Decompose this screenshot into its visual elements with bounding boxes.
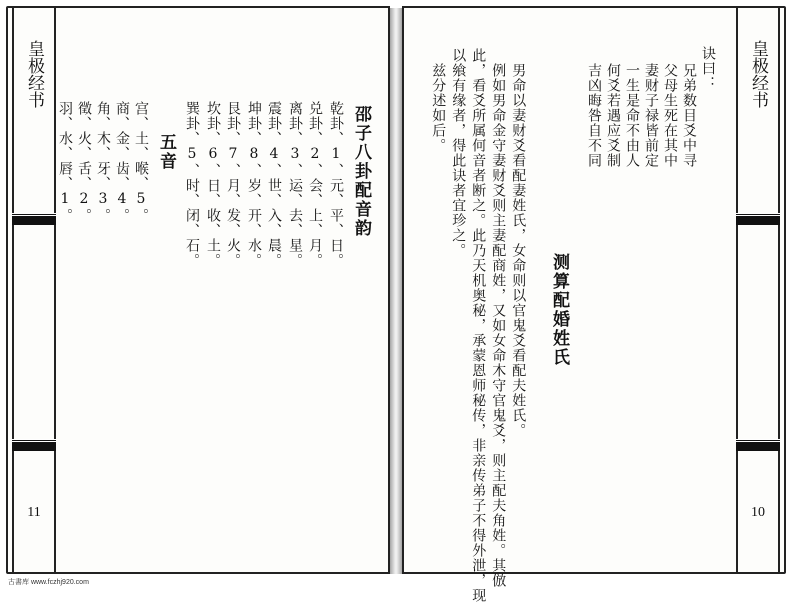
tone-line: 宫、土、喉、5。: [133, 101, 149, 223]
left-side-band: [12, 8, 56, 572]
left-band-bar-upper: [12, 213, 56, 225]
trigram-line: 巽卦、5、时、闭、石。: [184, 101, 200, 268]
trigram-line: 乾卦、1、元、平、日。: [328, 101, 344, 268]
right-side-band: [736, 8, 780, 572]
tone-line: 羽、水、唇、1。: [57, 101, 73, 223]
verse-line: 一生是命不由人: [624, 63, 640, 168]
trigram-line: 艮卦、7、月、发、火。: [225, 101, 241, 268]
verse-line: 父母生死在其中: [662, 63, 678, 168]
tone-line: 徵、火、舌、2。: [76, 101, 92, 223]
verse-line: 何爻若遇应爻制: [605, 63, 621, 168]
verse-line: 吉凶晦咎自不同: [586, 63, 602, 168]
left-page: [6, 6, 390, 574]
trigram-line: 坤卦、8、岁、开、水。: [246, 101, 262, 268]
trigram-line: 坎卦、6、日、收、土。: [205, 101, 221, 268]
trigram-heading: 邵子八卦配音韵: [351, 105, 371, 238]
left-band-title: 皇极经书: [24, 40, 44, 108]
verse-line: 兄弟数目爻中寻: [681, 63, 697, 168]
five-tones-heading: 五音: [156, 133, 176, 171]
section-heading: 测算配婚姓氏: [549, 253, 569, 367]
right-band-bar-upper: [736, 213, 780, 225]
trigram-line: 离卦、3、运、去、星。: [287, 101, 303, 268]
body-paragraph: 兹分述如后。: [430, 63, 447, 153]
tone-line: 商、金、齿、4。: [114, 101, 130, 223]
trigram-line: 兑卦、2、会、上、月。: [307, 101, 323, 268]
body-paragraph: 此，看爻所属何音者断之。此乃天机奥秘，承蒙恩师秘传，非亲传弟子不得外泄，现: [470, 48, 487, 603]
verse-line: 诀曰：: [700, 46, 716, 91]
body-paragraph: 以飨有缘者，得此诀者宜珍之。: [450, 48, 467, 258]
page-number-right: 10: [751, 505, 765, 520]
body-paragraph: 男命以妻财爻看配妻姓氏，女命则以官鬼爻看配夫姓氏。: [510, 63, 527, 438]
right-page: [402, 6, 786, 603]
body-paragraph: 例如男命金守妻财爻则主妻配商姓，又如女命木守官鬼爻，则主配夫角姓。其倣: [490, 63, 507, 588]
trigram-line: 震卦、4、世、入、晨。: [266, 101, 282, 268]
left-band-bar-lower: [12, 439, 56, 451]
page-number-left: 11: [27, 505, 41, 520]
watermark-footer: 古書库 www.fczhj920.com: [8, 579, 89, 586]
right-band-title: 皇极经书: [748, 40, 768, 108]
tone-line: 角、木、牙、3。: [95, 101, 111, 223]
right-band-bar-lower: [736, 439, 780, 451]
verse-line: 妻财子禄皆前定: [643, 63, 659, 168]
